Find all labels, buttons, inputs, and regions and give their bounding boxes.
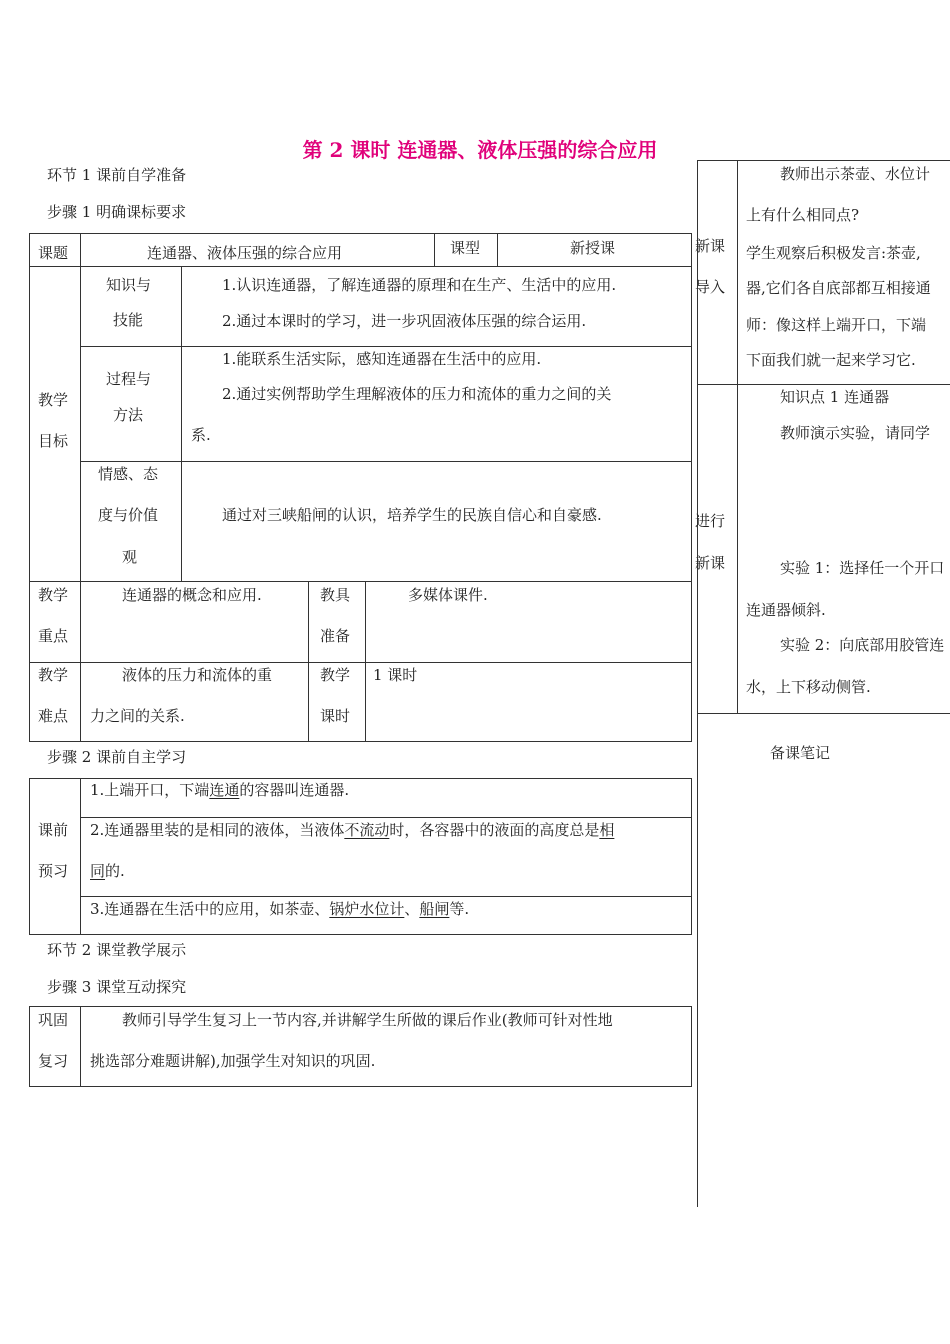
new-lesson-label-1: 进行 [695,512,726,530]
preview-label-1: 课前 [38,821,69,839]
goals-label-2: 目标 [38,432,69,450]
intro-line-2: 上有什么相同点? [746,206,860,224]
key-value: 连通器的概念和应用. [122,586,262,604]
page-title: 第 2 课时 连通器、液体压强的综合应用 [302,138,658,162]
intro-line-6: 下面我们就一起来学习它. [746,351,916,369]
preview-item-2: 2.连通器里装的是相同的液体，当液体不流动时，各容器中的液面的高度总是相 [90,821,615,839]
knowledge-label-1: 知识与 [106,276,152,294]
emotion-label-3: 观 [122,548,138,566]
new-lesson-line-1: 知识点 1 连通器 [780,388,890,406]
step-heading-1: 步骤 1 明确课标要求 [47,203,187,221]
tools-label-2: 准备 [320,627,351,645]
emotion-label-1: 情感、态 [98,465,159,483]
review-text-2: 挑选部分难题讲解),加强学生对知识的巩固. [90,1052,376,1070]
type-value: 新授课 [570,239,616,257]
intro-label-2: 导入 [695,278,726,296]
hours-value: 1 课时 [373,666,418,684]
intro-line-4: 器,它们各自底部都互相接通 [746,279,931,297]
new-lesson-line-6: 水，上下移动侧管. [746,678,871,696]
emotion-item: 通过对三峡船闸的认识，培养学生的民族自信心和自豪感. [222,506,602,524]
new-lesson-line-2: 教师演示实验，请同学 [780,424,931,442]
difficulty-value-1: 液体的压力和流体的重 [122,666,273,684]
tools-value: 多媒体课件. [408,586,488,604]
review-label-1: 巩固 [38,1011,69,1029]
difficulty-label-1: 教学 [38,666,69,684]
knowledge-item-2: 2.通过本课时的学习，进一步巩固液体压强的综合运用. [222,312,587,330]
preview-label-2: 预习 [38,862,69,880]
new-lesson-line-4: 连通器倾斜. [746,601,826,619]
intro-line-1: 教师出示茶壶、水位计 [780,165,931,183]
step-heading-3: 步骤 3 课堂互动探究 [47,978,187,996]
section-heading-1: 环节 1 课前自学准备 [47,166,187,184]
new-lesson-label-2: 新课 [695,554,726,572]
preview-item-2-cont: 同的. [90,862,125,880]
intro-label-1: 新课 [695,237,726,255]
intro-line-5: 师：像这样上端开口，下端 [746,316,927,334]
key-label-1: 教学 [38,586,69,604]
topic-value: 连通器、液体压强的综合应用 [147,244,343,262]
intro-line-3: 学生观察后积极发言:茶壶, [746,244,921,262]
hours-label-2: 课时 [320,707,351,725]
review-label-2: 复习 [38,1052,69,1070]
hours-label-1: 教学 [320,666,351,684]
section-heading-2: 环节 2 课堂教学展示 [47,941,187,959]
difficulty-label-2: 难点 [38,707,69,725]
process-item-2: 2.通过实例帮助学生理解液体的压力和流体的重力之间的关 [222,385,612,403]
process-item-1: 1.能联系生活实际，感知连通器在生活中的应用. [222,350,542,368]
lesson-notes-label: 备课笔记 [770,744,831,762]
key-label-2: 重点 [38,627,69,645]
difficulty-value-2: 力之间的关系. [90,707,185,725]
new-lesson-line-3: 实验 1：选择任一个开口 [780,559,945,577]
new-lesson-line-5: 实验 2：向底部用胶管连 [780,636,945,654]
goals-label-1: 教学 [38,391,69,409]
process-label-2: 方法 [113,406,144,424]
preview-item-1: 1.上端开口，下端连通的容器叫连通器. [90,781,350,799]
process-item-3: 系. [191,426,211,444]
tools-label-1: 教具 [320,586,351,604]
process-label-1: 过程与 [106,370,152,388]
emotion-label-2: 度与价值 [98,506,159,524]
review-text-1: 教师引导学生复习上一节内容,并讲解学生所做的课后作业(教师可针对性地 [122,1011,613,1029]
knowledge-label-2: 技能 [113,311,144,329]
knowledge-item-1: 1.认识连通器，了解连通器的原理和在生产、生活中的应用. [222,276,617,294]
type-label: 课型 [450,239,481,257]
preview-item-3: 3.连通器在生活中的应用，如茶壶、锅炉水位计、船闸等. [90,900,470,918]
step-heading-2: 步骤 2 课前自主学习 [47,748,187,766]
topic-label: 课题 [38,244,69,262]
